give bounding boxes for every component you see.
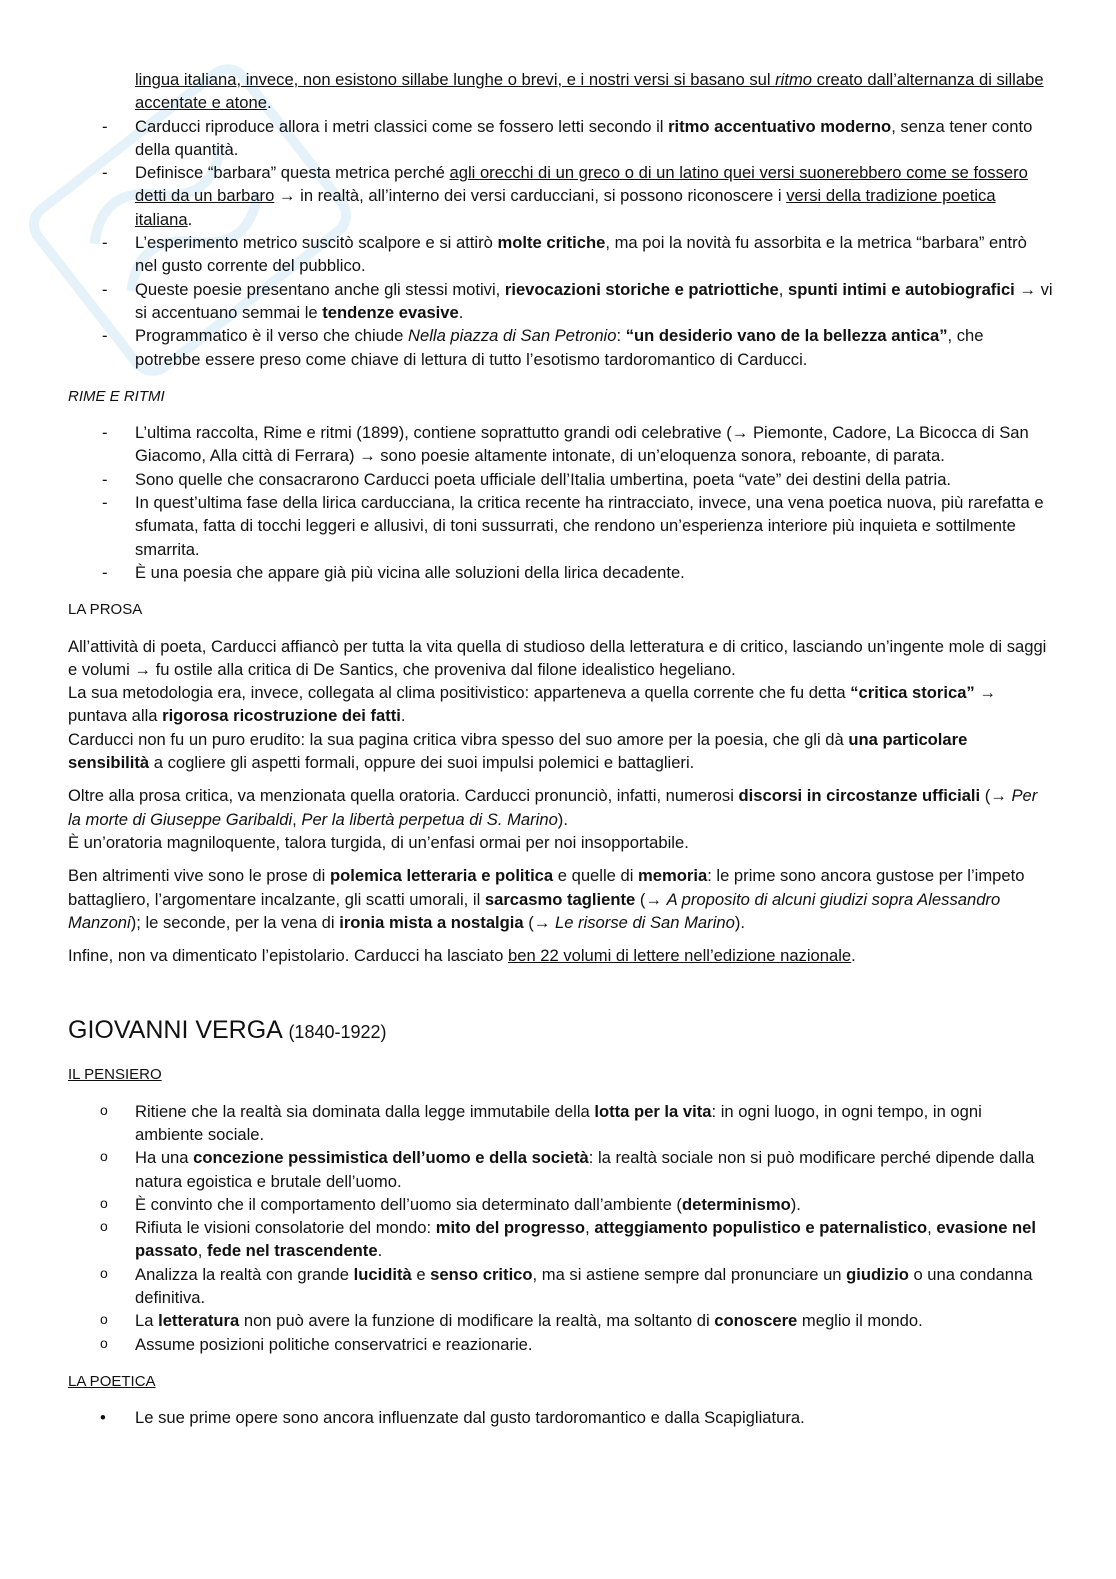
text: : la realtà sociale non si può modificare perché dipende dalla natura egoistica e brutale dell’uomo. [135, 1148, 1035, 1191]
list-item [68, 1193, 1053, 1216]
list-item: - Sono quelle che consacrarono Carducci poeta ufficiale dell’Italia umbertina, poeta “vate” dei destini della patria. [68, 468, 1053, 491]
text: : [616, 326, 626, 346]
underlined-text: lingua italiana, invece, non esistono sillabe lunghe o brevi, e i nostri versi si basano sul [135, 70, 776, 89]
text: , [585, 1218, 595, 1238]
bold-term: rigorosa ricostruzione dei fatti [162, 706, 401, 726]
bold-quote: “un desiderio vano de la bellezza antica” [625, 326, 948, 346]
list-item [68, 1100, 1053, 1147]
italic-term: ritmo [775, 70, 813, 89]
bold-term: ritmo accentuativo moderno [668, 116, 892, 136]
list-item [68, 1146, 1053, 1193]
text: Ha una [135, 1148, 194, 1168]
author-dates: (1840-1922) [288, 1022, 387, 1043]
text: → in realtà, all’interno dei versi carducciani, si possono riconoscere i [274, 186, 787, 206]
bold-term: spunti intimi e autobiografici [788, 279, 1015, 299]
text: All’attività di poeta, Carducci affiancò per tutta la vita quella di studioso della letteratura e di critico, lasciando un’ingente mole di saggi e volumi → fu ostile alla critica di De Santics, che proveniva dal filone idealistico hegeliano. [68, 636, 1047, 679]
text: ). [734, 912, 745, 932]
list-item: - In quest’ultima fase della lirica carducciana, la critica recente ha rintracciato, invece, una vena poetica nuova, più rarefatta e sfumata, fatta di tocchi leggeri e allusivi, di toni sussurrati, che rendono un’esperienza interiore più inquieta e sottilmente smarrita. [68, 491, 1053, 561]
text: . [400, 706, 406, 726]
bold-term: lucidità [353, 1264, 412, 1284]
prosa-paragraph-1 [68, 635, 1053, 775]
text: , [197, 1241, 207, 1261]
prosa-paragraph-3 [68, 864, 1053, 934]
text: → puntava alla [68, 683, 996, 726]
text: (→ [523, 912, 555, 932]
list-item [68, 1263, 1053, 1310]
italic-title: Per la morte di Giuseppe Garibaldi [68, 786, 1038, 829]
list-item [68, 115, 1053, 162]
text: Assume posizioni politiche conservatrici e reazionarie. [135, 1334, 533, 1354]
list-item [68, 278, 1053, 325]
bold-term: ironia mista a nostalgia [339, 912, 524, 932]
text: ). [790, 1194, 801, 1214]
text: , [778, 279, 788, 299]
bold-term: discorsi in circostanze ufficiali [738, 786, 981, 806]
bold-term: conoscere [714, 1311, 798, 1331]
list-item: - L’ultima raccolta, Rime e ritmi (1899), contiene soprattutto grandi odi celebrative (→ Piemonte, Cadore, La Bicocca di San Giacomo, Alla città di Ferrara) → sono poesie altamente intonate, di un’eloquenza sonora, reboante, di parata. [68, 421, 1053, 468]
text: , che potrebbe essere preso come chiave di lettura di tutto l’esotismo tardoromantico di Carducci. [135, 326, 984, 369]
text: Analizza la realtà con grande [135, 1264, 354, 1284]
bold-term: molte critiche [497, 233, 606, 253]
text: → vi si accentuano semmai le [135, 279, 1053, 322]
punctuation: . [266, 93, 272, 113]
list-item [68, 1216, 1053, 1263]
section-heading-rime-e-ritmi: RIME E RITMI [68, 387, 165, 405]
section-heading-il-pensiero: IL PENSIERO [68, 1066, 162, 1084]
poetica-list [68, 1406, 1053, 1429]
text: La [135, 1311, 159, 1331]
text: Oltre alla prosa critica, va menzionata quella oratoria. Carducci pronunciò, infatti, numerosi [68, 786, 739, 806]
underlined-text: creato dall’alternanza di sillabe accentate e atone [135, 70, 1044, 113]
text: È un’oratoria magniloquente, talora turgida, di un’enfasi ormai per noi insopportabile. [68, 832, 689, 852]
text: Carducci non fu un puro erudito: la sua pagina critica vibra spesso del suo amore per la poesia, che gli dà [68, 729, 849, 749]
list-item [68, 1309, 1053, 1332]
text: , ma si astiene sempre dal pronunciare un [532, 1264, 847, 1284]
underlined-text: ben 22 volumi di lettere nell’edizione nazionale [507, 946, 852, 966]
text: , senza tener conto della quantità. [135, 116, 1033, 159]
text: e [411, 1264, 431, 1284]
bold-term: mito del progresso [435, 1218, 586, 1238]
italic-title: Per la libertà perpetua di S. Marino [301, 809, 558, 829]
bold-term: fede nel trascendente [206, 1241, 378, 1261]
text: La sua metodologia era, invece, collegata al clima positivistico: apparteneva a quella corrente che fu detta [68, 683, 851, 703]
text: , [292, 809, 302, 829]
underlined-text: agli orecchi di un greco o di un latino quei versi suonerebbero come se fossero detti da un barbaro [135, 163, 1028, 206]
continued-list-item [68, 68, 1053, 115]
text: . [851, 946, 856, 966]
bold-term: “critica storica” [850, 683, 975, 703]
bold-term: memoria [638, 866, 708, 886]
chapter-title [68, 1015, 1053, 1047]
text: : in ogni luogo, in ogni tempo, in ogni ambiente sociale. [135, 1101, 982, 1144]
text: (→ [635, 889, 667, 909]
text: È convinto che il comportamento dell’uomo sia determinato dall’ambiente ( [135, 1194, 682, 1214]
bold-term: evasione nel passato [135, 1218, 1037, 1261]
italic-title: A proposito di alcuni giudizi sopra Alessandro Manzoni [68, 889, 1001, 932]
rime-e-ritmi-list [68, 421, 1053, 584]
italic-title: Nella piazza di San Petronio [408, 326, 617, 346]
text: , ma poi la novità fu assorbita e la metrica “barbara” entrò nel gusto corrente del pubblico. [135, 233, 1027, 276]
text: ); le seconde, per la vena di [130, 912, 340, 932]
prosa-paragraph-4 [68, 944, 1053, 967]
text: e quelle di [553, 866, 639, 886]
pensiero-list [68, 1100, 1053, 1356]
bold-term: tendenze evasive [322, 302, 459, 322]
list-item [68, 324, 1053, 371]
text: Definisce “barbara” questa metrica perché [135, 163, 450, 183]
text: . [187, 209, 193, 229]
text: L’esperimento metrico suscitò scalpore e si attirò [135, 233, 498, 253]
text: a cogliere gli aspetti formali, oppure dei suoi impulsi polemici e battaglieri. [149, 753, 695, 773]
list-item: - È una poesia che appare già più vicina alle soluzioni della lirica decadente. [68, 561, 1053, 584]
list-item: • Le sue prime opere sono ancora influenzate dal gusto tardoromantico e dalla Scapigliatura. [68, 1406, 1053, 1429]
text: meglio il mondo. [797, 1311, 923, 1331]
text: Ben altrimenti vive sono le prose di [68, 866, 330, 886]
text: . [377, 1241, 383, 1261]
text: (→ [980, 786, 1012, 806]
section-heading-la-poetica: LA POETICA [68, 1372, 156, 1390]
bold-term: sarcasmo tagliente [484, 889, 636, 909]
text: . [458, 302, 464, 322]
text: non può avere la funzione di modificare la realtà, ma soltanto di [239, 1311, 715, 1331]
prosa-paragraph-2 [68, 784, 1053, 854]
author-name: GIOVANNI VERGA [68, 1016, 282, 1045]
bold-term: giudizio [846, 1264, 909, 1284]
bold-term: concezione pessimistica dell’uomo e della società [193, 1148, 589, 1168]
bold-term: polemica letteraria e politica [329, 866, 554, 886]
list-item [68, 161, 1053, 231]
bold-term: senso critico [430, 1264, 533, 1284]
bold-term: atteggiamento populistico e paternalistico [594, 1218, 928, 1238]
text: , [927, 1218, 937, 1238]
text: ). [557, 809, 568, 829]
text: Carducci riproduce allora i metri classici come se fossero letti secondo il [135, 116, 669, 136]
bold-term: una particolare sensibilità [68, 729, 968, 773]
barbara-metrics-list [68, 115, 1053, 371]
underlined-text: versi della tradizione poetica italiana [135, 186, 996, 229]
section-heading-la-prosa: LA PROSA [68, 601, 143, 619]
text: Infine, non va dimenticato l’epistolario. Carducci ha lasciato [68, 946, 508, 966]
text: : le prime sono ancora gustose per l’impeto battagliero, l’argomentare incalzante, gli scatti umorali, il [68, 866, 1025, 909]
text: Rifiuta le visioni consolatorie del mondo: [135, 1218, 436, 1238]
bold-term: letteratura [158, 1311, 240, 1331]
italic-title: Le risorse di San Marino [554, 912, 735, 932]
bold-term: determinismo [681, 1194, 791, 1214]
list-item [68, 1333, 1053, 1356]
text: o una condanna definitiva. [135, 1264, 1033, 1308]
document-body [68, 68, 1053, 1430]
text: Ritiene che la realtà sia dominata dalla legge immutabile della [135, 1101, 595, 1121]
list-item [68, 231, 1053, 278]
bold-term: rievocazioni storiche e patriottiche [504, 279, 779, 299]
bold-term: lotta per la vita [594, 1101, 712, 1121]
text: Queste poesie presentano anche gli stessi motivi, [135, 279, 505, 299]
text: Programmatico è il verso che chiude [135, 326, 408, 346]
